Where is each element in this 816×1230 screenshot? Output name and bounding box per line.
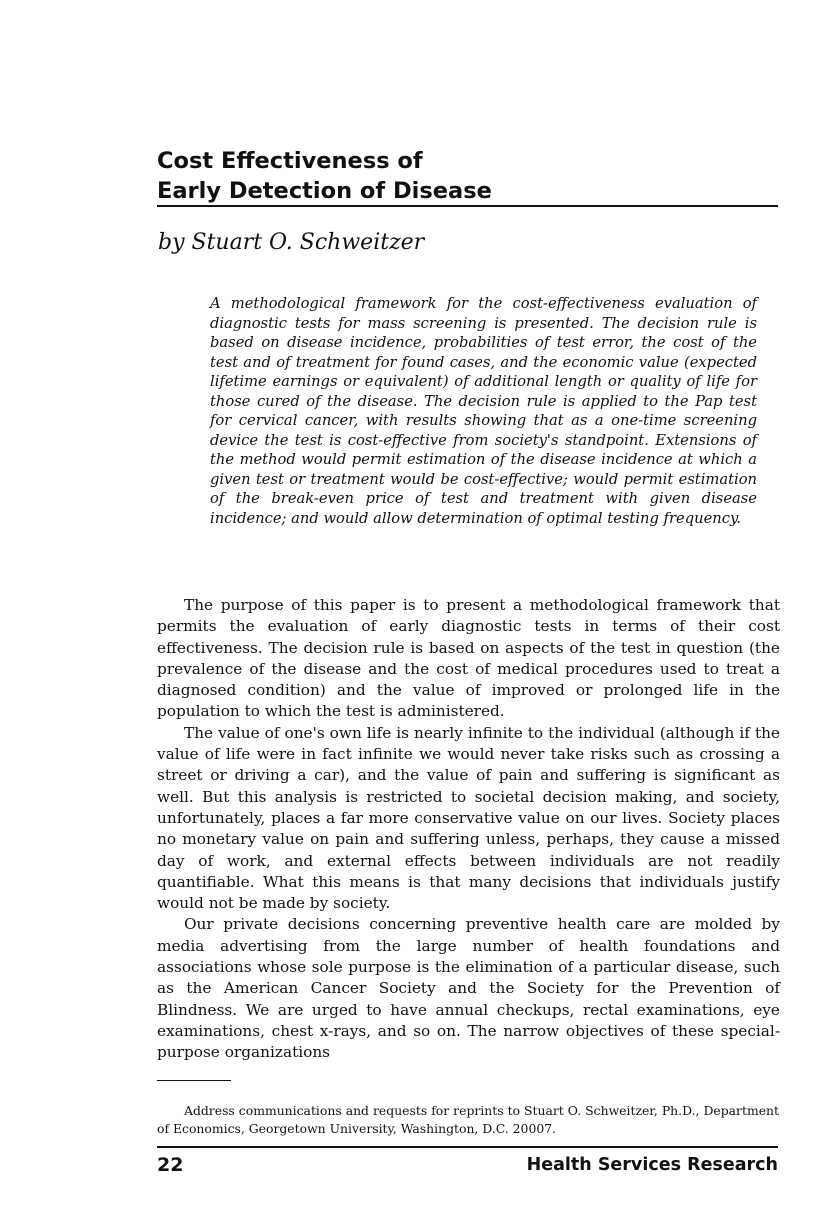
abstract: A methodological framework for the cost-effectiveness evaluation of diagnostic tests for mass screening is presented. The decision rule is based on disease incidence, probabilities of test error, the cost of the test and of treatment for found cases, and the economic value (expected lifetime earnings or equivalent) of additional length or quality of life for those cured of the disease. The decision rule is applied to the Pap test for cervical cancer, with results showing that as a one-time screening device the test is cost-effective from society's standpoint. Extensions of the method would permit estimation of the disease incidence at which a given test or treatment would be cost-effective; would permit estimation of the break-even price of test and treatment with given disease incidence; and would allow determination of optimal testing frequency. (210, 295, 757, 528)
author-byline: by Stuart O. Schweitzer (158, 230, 425, 255)
journal-name: Health Services Research (526, 1155, 778, 1175)
article-title (157, 146, 777, 206)
page-number: 22 (157, 1154, 184, 1176)
footnote-rule (157, 1080, 231, 1081)
body-paragraph-1: The purpose of this paper is to present a methodological framework that permits the evaluation of early diagnostic tests in terms of their cost effectiveness. The decision rule is based on aspects of the test in question (the prevalence of the disease and the cost of medical procedures used to treat a diagnosed condition) and the value of improved or prolonged life in the population to which the test is administered. (157, 596, 780, 721)
body-text (157, 595, 780, 1064)
article-title-line-1: Cost Effectiveness of (157, 148, 423, 174)
article-title-line-2: Early Detection of Disease (157, 178, 492, 204)
title-rule (157, 205, 778, 207)
footnote: Address communications and requests for reprints to Stuart O. Schweitzer, Ph.D., Department of Economics, Georgetown University, Washington, D.C. 20007. (157, 1103, 779, 1136)
body-paragraph-3: Our private decisions concerning preventive health care are molded by media advertising from the large number of health foundations and associations whose sole purpose is the elimination of a particular disease, such as the American Cancer Society and the Society for the Prevention of Blindness. We are urged to have annual checkups, rectal examinations, eye examinations, chest x-rays, and so on. The narrow objectives of these special-purpose organizations (157, 915, 780, 1062)
footer-rule (157, 1146, 778, 1148)
body-paragraph-2: The value of one's own life is nearly infinite to the individual (although if the value of life were in fact infinite we would never take risks such as crossing a street or driving a car), and the value of pain and suffering is significant as well. But this analysis is restricted to societal decision making, and society, unfortunately, places a far more conservative value on our lives. Society places no monetary value on pain and suffering unless, perhaps, they cause a missed day of work, and external effects between individuals are not readily quantifiable. What this means is that many decisions that individuals justify would not be made by society. (157, 723, 780, 913)
